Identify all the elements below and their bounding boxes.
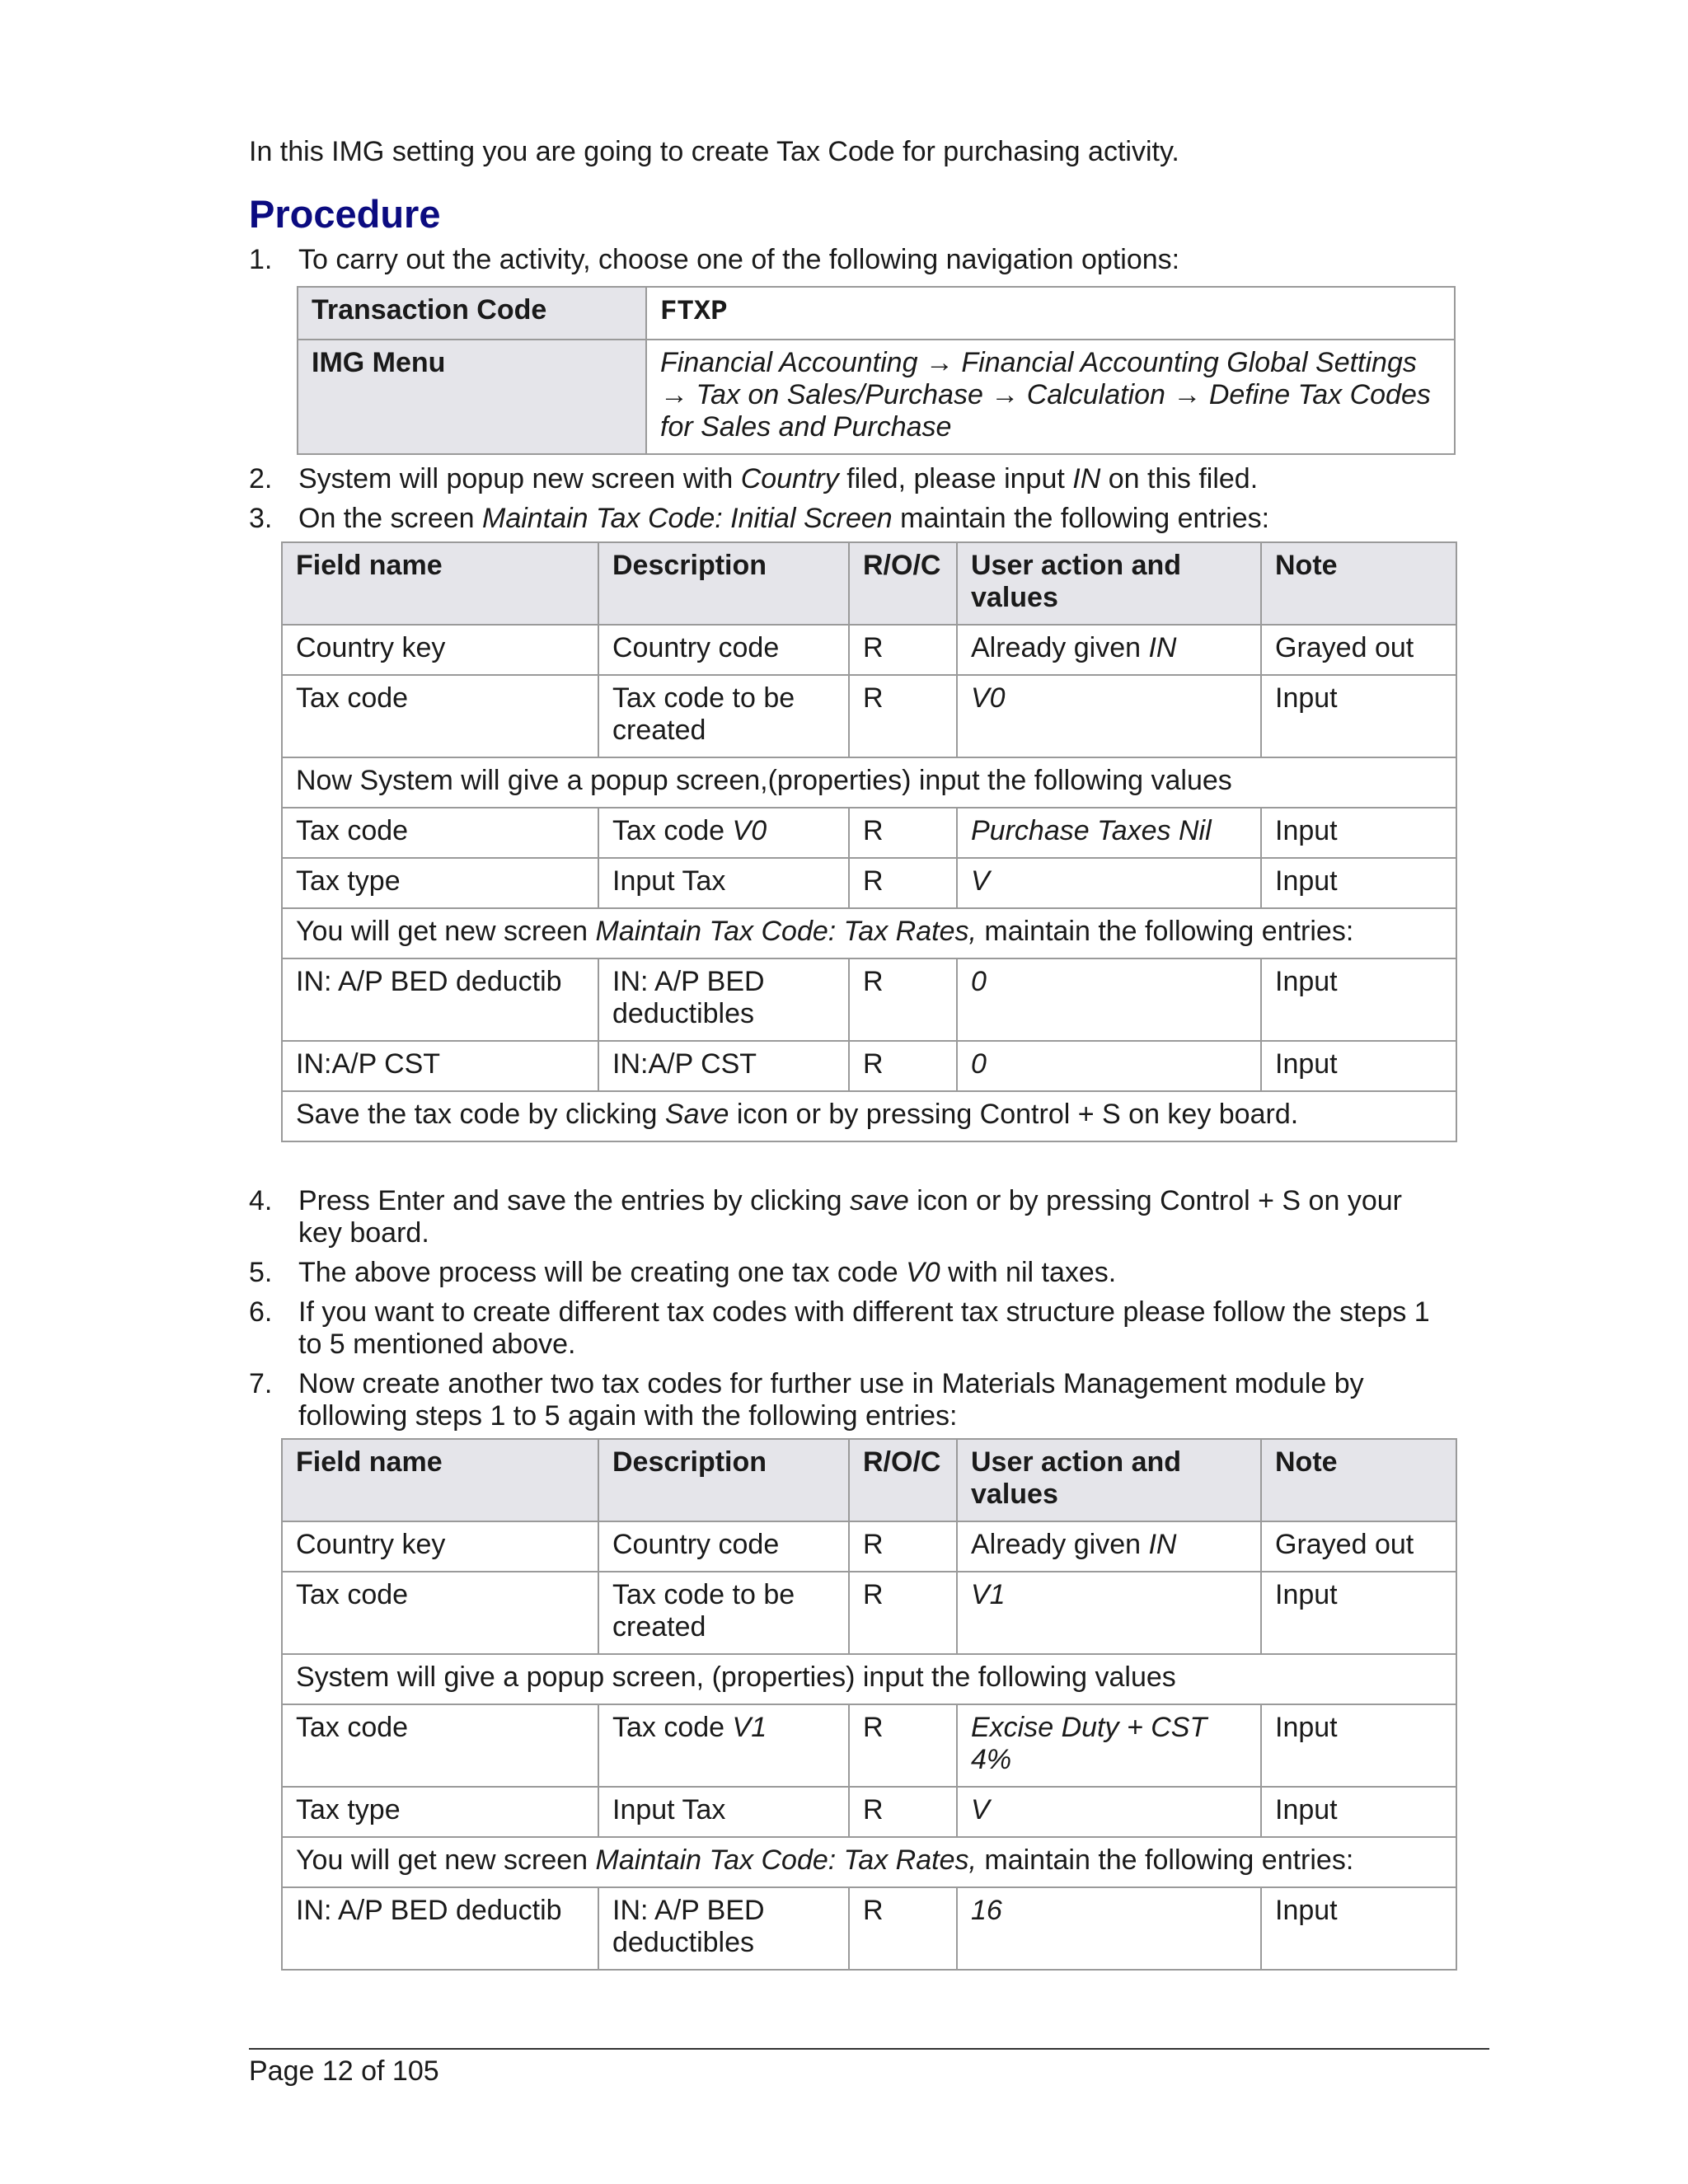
- column-header: Description: [598, 1439, 849, 1521]
- step-6: [249, 1296, 1444, 1361]
- table-cell: Input: [1261, 958, 1456, 1041]
- navigation-options-table: [297, 286, 1456, 455]
- step-text: Press Enter and save the entries by clicking save icon or by pressing Control + S on your key board.: [298, 1185, 1402, 1249]
- table-cell: Tax code: [282, 808, 598, 858]
- table-cell: V: [957, 1787, 1261, 1837]
- table-cell: Input Tax: [598, 1787, 849, 1837]
- table-cell: R: [849, 675, 957, 757]
- column-header: Field name: [282, 542, 598, 625]
- table-cell: R: [849, 1887, 957, 1970]
- step-text: On the screen Maintain Tax Code: Initial Screen maintain the following entries:: [298, 503, 1270, 534]
- step-number: 5.: [249, 1257, 273, 1288]
- table-cell: R: [849, 808, 957, 858]
- page-number: Page 12 of 105: [249, 2055, 439, 2087]
- table-cell: Country code: [598, 625, 849, 675]
- intro-text: In this IMG setting you are going to create Tax Code for purchasing activity.: [249, 136, 1179, 167]
- table-header-row: [282, 542, 1456, 625]
- table-cell: You will get new screen Maintain Tax Code: Tax Rates, maintain the following entries:: [282, 1837, 1456, 1887]
- table-cell: Excise Duty + CST 4%: [957, 1704, 1261, 1787]
- step-4: [249, 1185, 1444, 1249]
- table-row: [282, 1787, 1456, 1837]
- step-text: Now create another two tax codes for further use in Materials Management module by following steps 1 to 5 again with the following entries:: [298, 1368, 1364, 1432]
- table-cell: Save the tax code by clicking Save icon or by pressing Control + S on key board.: [282, 1091, 1456, 1141]
- table-cell: V1: [957, 1572, 1261, 1654]
- step-number: 4.: [249, 1185, 273, 1216]
- step-7: [249, 1368, 1444, 1432]
- table-row: [282, 958, 1456, 1041]
- table-row: [282, 1572, 1456, 1654]
- table-cell: IN:A/P CST: [598, 1041, 849, 1091]
- procedure-heading: Procedure: [249, 192, 441, 236]
- table-cell: Tax code to be created: [598, 675, 849, 757]
- table-row: [282, 625, 1456, 675]
- table-row: [282, 675, 1456, 757]
- table-cell: IN: A/P BED deductibles: [598, 958, 849, 1041]
- table-cell: Already given IN: [957, 1521, 1261, 1572]
- table-cell: 16: [957, 1887, 1261, 1970]
- table-cell: Tax code to be created: [598, 1572, 849, 1654]
- img-menu-path: Financial Accounting → Financial Accounting Global Settings → Tax on Sales/Purchase → Calculation → Define Tax Codes for Sales and Purchase: [646, 340, 1455, 454]
- table-span-row: [282, 1837, 1456, 1887]
- column-header: Note: [1261, 1439, 1456, 1521]
- column-header: Note: [1261, 542, 1456, 625]
- initial-entries-table: [281, 541, 1457, 1142]
- table-cell: Input: [1261, 1887, 1456, 1970]
- table-span-row: [282, 908, 1456, 958]
- table-cell: R: [849, 1521, 957, 1572]
- step-1: [249, 244, 1444, 276]
- table-cell: Tax type: [282, 1787, 598, 1837]
- table-span-row: [282, 1091, 1456, 1141]
- table-cell: IN: A/P BED deductib: [282, 958, 598, 1041]
- step-5: [249, 1257, 1444, 1289]
- table-cell: Input: [1261, 858, 1456, 908]
- table-cell: Tax code V0: [598, 808, 849, 858]
- step-3: [249, 503, 1444, 535]
- table-cell: System will give a popup screen, (properties) input the following values: [282, 1654, 1456, 1704]
- transaction-code-label: Transaction Code: [298, 287, 646, 340]
- table-row: [282, 1041, 1456, 1091]
- column-header: R/O/C: [849, 542, 957, 625]
- table-cell: Tax type: [282, 858, 598, 908]
- table-row: [282, 858, 1456, 908]
- step-text: System will popup new screen with Country filed, please input IN on this filed.: [298, 463, 1259, 494]
- table-row: [298, 340, 1455, 454]
- table-cell: Input Tax: [598, 858, 849, 908]
- table-cell: Already given IN: [957, 625, 1261, 675]
- table-span-row: [282, 757, 1456, 808]
- table-cell: You will get new screen Maintain Tax Code: Tax Rates, maintain the following entries:: [282, 908, 1456, 958]
- table-cell: R: [849, 958, 957, 1041]
- img-menu-label: IMG Menu: [298, 340, 646, 454]
- table-cell: R: [849, 1704, 957, 1787]
- table-cell: IN: A/P BED deductibles: [598, 1887, 849, 1970]
- table-cell: Input: [1261, 1704, 1456, 1787]
- table-cell: R: [849, 858, 957, 908]
- footer-divider: [249, 2048, 1489, 2050]
- table-cell: Input: [1261, 1041, 1456, 1091]
- table-cell: Tax code V1: [598, 1704, 849, 1787]
- additional-entries-table: [281, 1438, 1457, 1971]
- table-cell: Grayed out: [1261, 1521, 1456, 1572]
- table-cell: R: [849, 1041, 957, 1091]
- table-cell: Tax code: [282, 1704, 598, 1787]
- table-cell: Purchase Taxes Nil: [957, 808, 1261, 858]
- step-number: 7.: [249, 1368, 273, 1399]
- table-cell: Input: [1261, 1787, 1456, 1837]
- table-cell: V0: [957, 675, 1261, 757]
- step-text: If you want to create different tax codes with different tax structure please follow the steps 1 to 5 mentioned above.: [298, 1296, 1430, 1360]
- column-header: User action and values: [957, 1439, 1261, 1521]
- step-text: To carry out the activity, choose one of the following navigation options:: [298, 244, 1180, 275]
- table-cell: R: [849, 1572, 957, 1654]
- column-header: Field name: [282, 1439, 598, 1521]
- table-row: [282, 808, 1456, 858]
- table-cell: 0: [957, 1041, 1261, 1091]
- table-cell: Input: [1261, 808, 1456, 858]
- table-cell: Grayed out: [1261, 625, 1456, 675]
- column-header: R/O/C: [849, 1439, 957, 1521]
- step-number: 3.: [249, 503, 273, 534]
- table-cell: Country key: [282, 1521, 598, 1572]
- table-cell: Tax code: [282, 1572, 598, 1654]
- step-2: [249, 463, 1444, 495]
- table-cell: IN: A/P BED deductib: [282, 1887, 598, 1970]
- table-header-row: [282, 1439, 1456, 1521]
- table-row: [298, 287, 1455, 340]
- step-number: 6.: [249, 1296, 273, 1328]
- table-cell: Country code: [598, 1521, 849, 1572]
- table-cell: IN:A/P CST: [282, 1041, 598, 1091]
- table-cell: 0: [957, 958, 1261, 1041]
- step-number: 1.: [249, 244, 273, 275]
- step-number: 2.: [249, 463, 273, 494]
- table-cell: Tax code: [282, 675, 598, 757]
- step-text: The above process will be creating one tax code V0 with nil taxes.: [298, 1257, 1117, 1288]
- column-header: User action and values: [957, 542, 1261, 625]
- table-cell: R: [849, 625, 957, 675]
- table-row: [282, 1887, 1456, 1970]
- column-header: Description: [598, 542, 849, 625]
- table-cell: Input: [1261, 675, 1456, 757]
- table-cell: R: [849, 1787, 957, 1837]
- table-row: [282, 1521, 1456, 1572]
- table-cell: Country key: [282, 625, 598, 675]
- table-span-row: [282, 1654, 1456, 1704]
- table-cell: Now System will give a popup screen,(properties) input the following values: [282, 757, 1456, 808]
- table-cell: Input: [1261, 1572, 1456, 1654]
- table-row: [282, 1704, 1456, 1787]
- transaction-code-value: FTXP: [646, 287, 1455, 340]
- table-cell: V: [957, 858, 1261, 908]
